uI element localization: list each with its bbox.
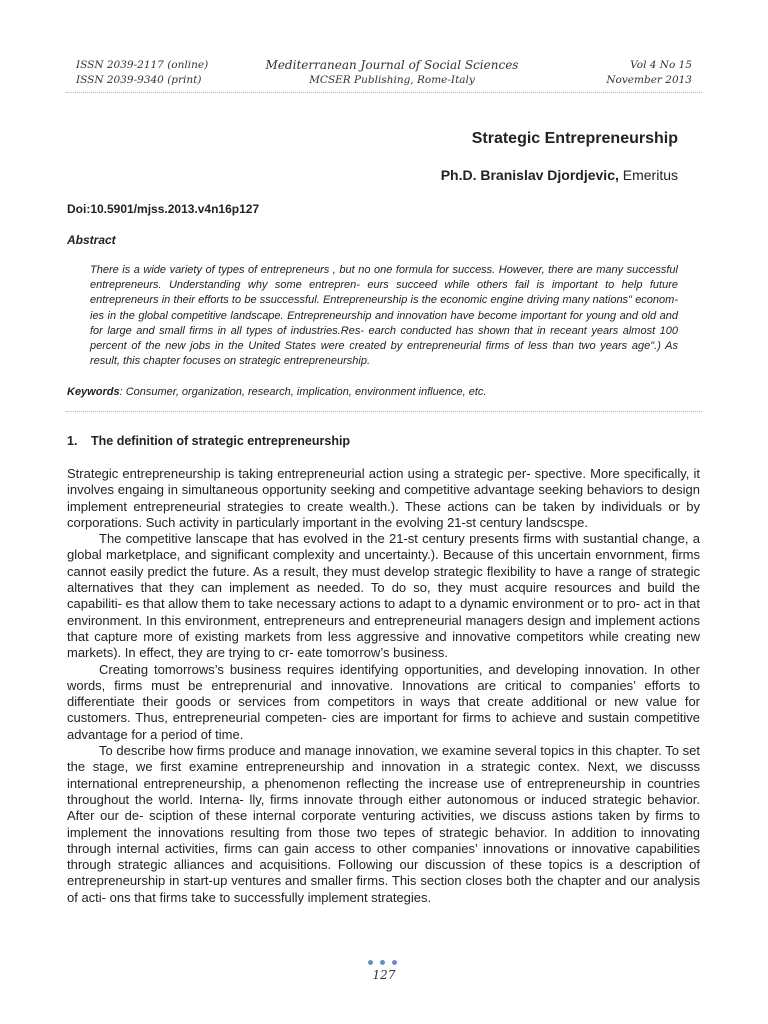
journal-name: Mediterranean Journal of Social Sciences — [265, 58, 519, 72]
paragraph: Strategic entrepreneurship is taking entrepreneurial action using a strategic per- spective. More specifically, it involves engaing in simultaneous opportunity seeking and competitive advantage seeking behaviors to design implement entrepreneurial strategies to create wealth.). These actions can be taken by individuals or by corporations. Such activity in particularly important in the evolving 21-st century landscspe. — [67, 466, 700, 530]
author-title: Emeritus — [618, 167, 678, 183]
footer-dot — [380, 960, 385, 965]
doi: Doi:10.5901/mjss.2013.v4n16p127 — [67, 202, 260, 216]
section-heading — [67, 434, 350, 448]
footer-dot — [392, 960, 397, 965]
author-line — [441, 167, 678, 183]
header-journal — [200, 58, 584, 88]
author-name: Ph.D. Branislav Djordjevic, — [440, 167, 619, 183]
keywords-label: Keywords — [67, 386, 120, 398]
issn-online: ISSN 2039-2117 (online) — [76, 59, 209, 71]
section-body — [67, 466, 700, 906]
keywords — [67, 386, 486, 398]
header-issn — [76, 58, 208, 88]
header-divider — [66, 92, 702, 93]
footer-dots — [368, 960, 400, 966]
keywords-list: : Consumer, organization, research, implication, environment influence, etc. — [119, 386, 487, 398]
issue-date: November 2013 — [606, 74, 692, 86]
page-number: 127 — [372, 968, 396, 982]
footer-dot — [368, 960, 373, 965]
paragraph: To describe how firms produce and manage innovation, we examine several topics in this chapter. To set the stage, we first examine entrepreneurship and innovation in a strategic contex. Next, we discusss international entrepreneurship, a phenomenon reflecting the increase use of entrepreneurship in countries throughout the world. Interna- lly, firms innovate through either autonomous or induced strategic behavior. After our de- sciption of these internal corporate venturing activities, we discuss astions taken by firms to implement the innovations resulting from those two tepes of strategic behavior. In addition to innovating through internal activities, firms can gain access to other companies’ innovations or innovative capabilities through strategic alliances and acquisitions. Following our discussion of these topics is a description of entrepreneurship in start-up ventures and smaller firms. This section closes both the chapter and our analysis of acti- ons that firms take to successfully implement strategies. — [67, 743, 700, 905]
paragraph: The competitive lanscape that has evolved in the 21-st century presents firms with sustantial change, a global marketplace, and significant complexity and uncertainty.). Because of this uncertain envornment, firms cannot easily predict the future. As a result, they must develop strategic flexibility to have a range of strategic alternatives that they can implement as needed. To do so, they must acquire resources and build the capabiliti- es that allow them to take necessary actions to adapt to a dynamic environment or to pro- act in that environment. In this environment, entrepreneurs and entrepreneurial managers design and implement actions that capture more of existing markets from less aggressive and innovative competitors while creating new markets). In effect, they are trying to cr- eate tomorrow’s business. — [67, 531, 700, 661]
volume: Vol 4 No 15 — [630, 59, 692, 71]
paragraph: Creating tomorrows’s business requires identifying opportunities, and developing innovation. In other words, firms must be entreprenurial and innovative. Innovations are critical to companies’ efforts to differentiate their goods or services from competitors in ways that create additional or new value for customers. Thus, entrepreneurial competen- cies are important for firms to achieve and sustain competitive advantage for a period of time. — [67, 661, 700, 742]
publisher: MCSER Publishing, Rome-Italy — [309, 74, 475, 86]
issn-print: ISSN 2039-9340 (print) — [76, 74, 202, 86]
paper-title: Strategic Entrepreneurship — [471, 130, 678, 147]
keywords-divider — [66, 411, 702, 412]
header-volume — [606, 58, 692, 88]
abstract-text: There is a wide variety of types of entrepreneurs , but no one formula for success. However, there are many successful entrepreneurs. Understanding why some entrepren- eurs succeed while others fail is important to help future entrepreneurs in their efforts to be ssuccessful. Entrepreneurship is the economic engine driving many nations" econom- ies in the global competitive landscape. Entrepreneurship and innovation have become important for young and old and for large and small firms in all types of industries.Res- earch conducted has shown that in receant years almost 100 percent of the new jobs in the United States were created by entrepreneurial firms of less than two years age".) As result, this chapter focuses on strategic entrepreneurship. — [90, 264, 678, 368]
abstract-heading: Abstract — [67, 233, 116, 247]
section-number: 1. — [67, 434, 78, 448]
section-title: The definition of strategic entrepreneurship — [91, 434, 351, 448]
